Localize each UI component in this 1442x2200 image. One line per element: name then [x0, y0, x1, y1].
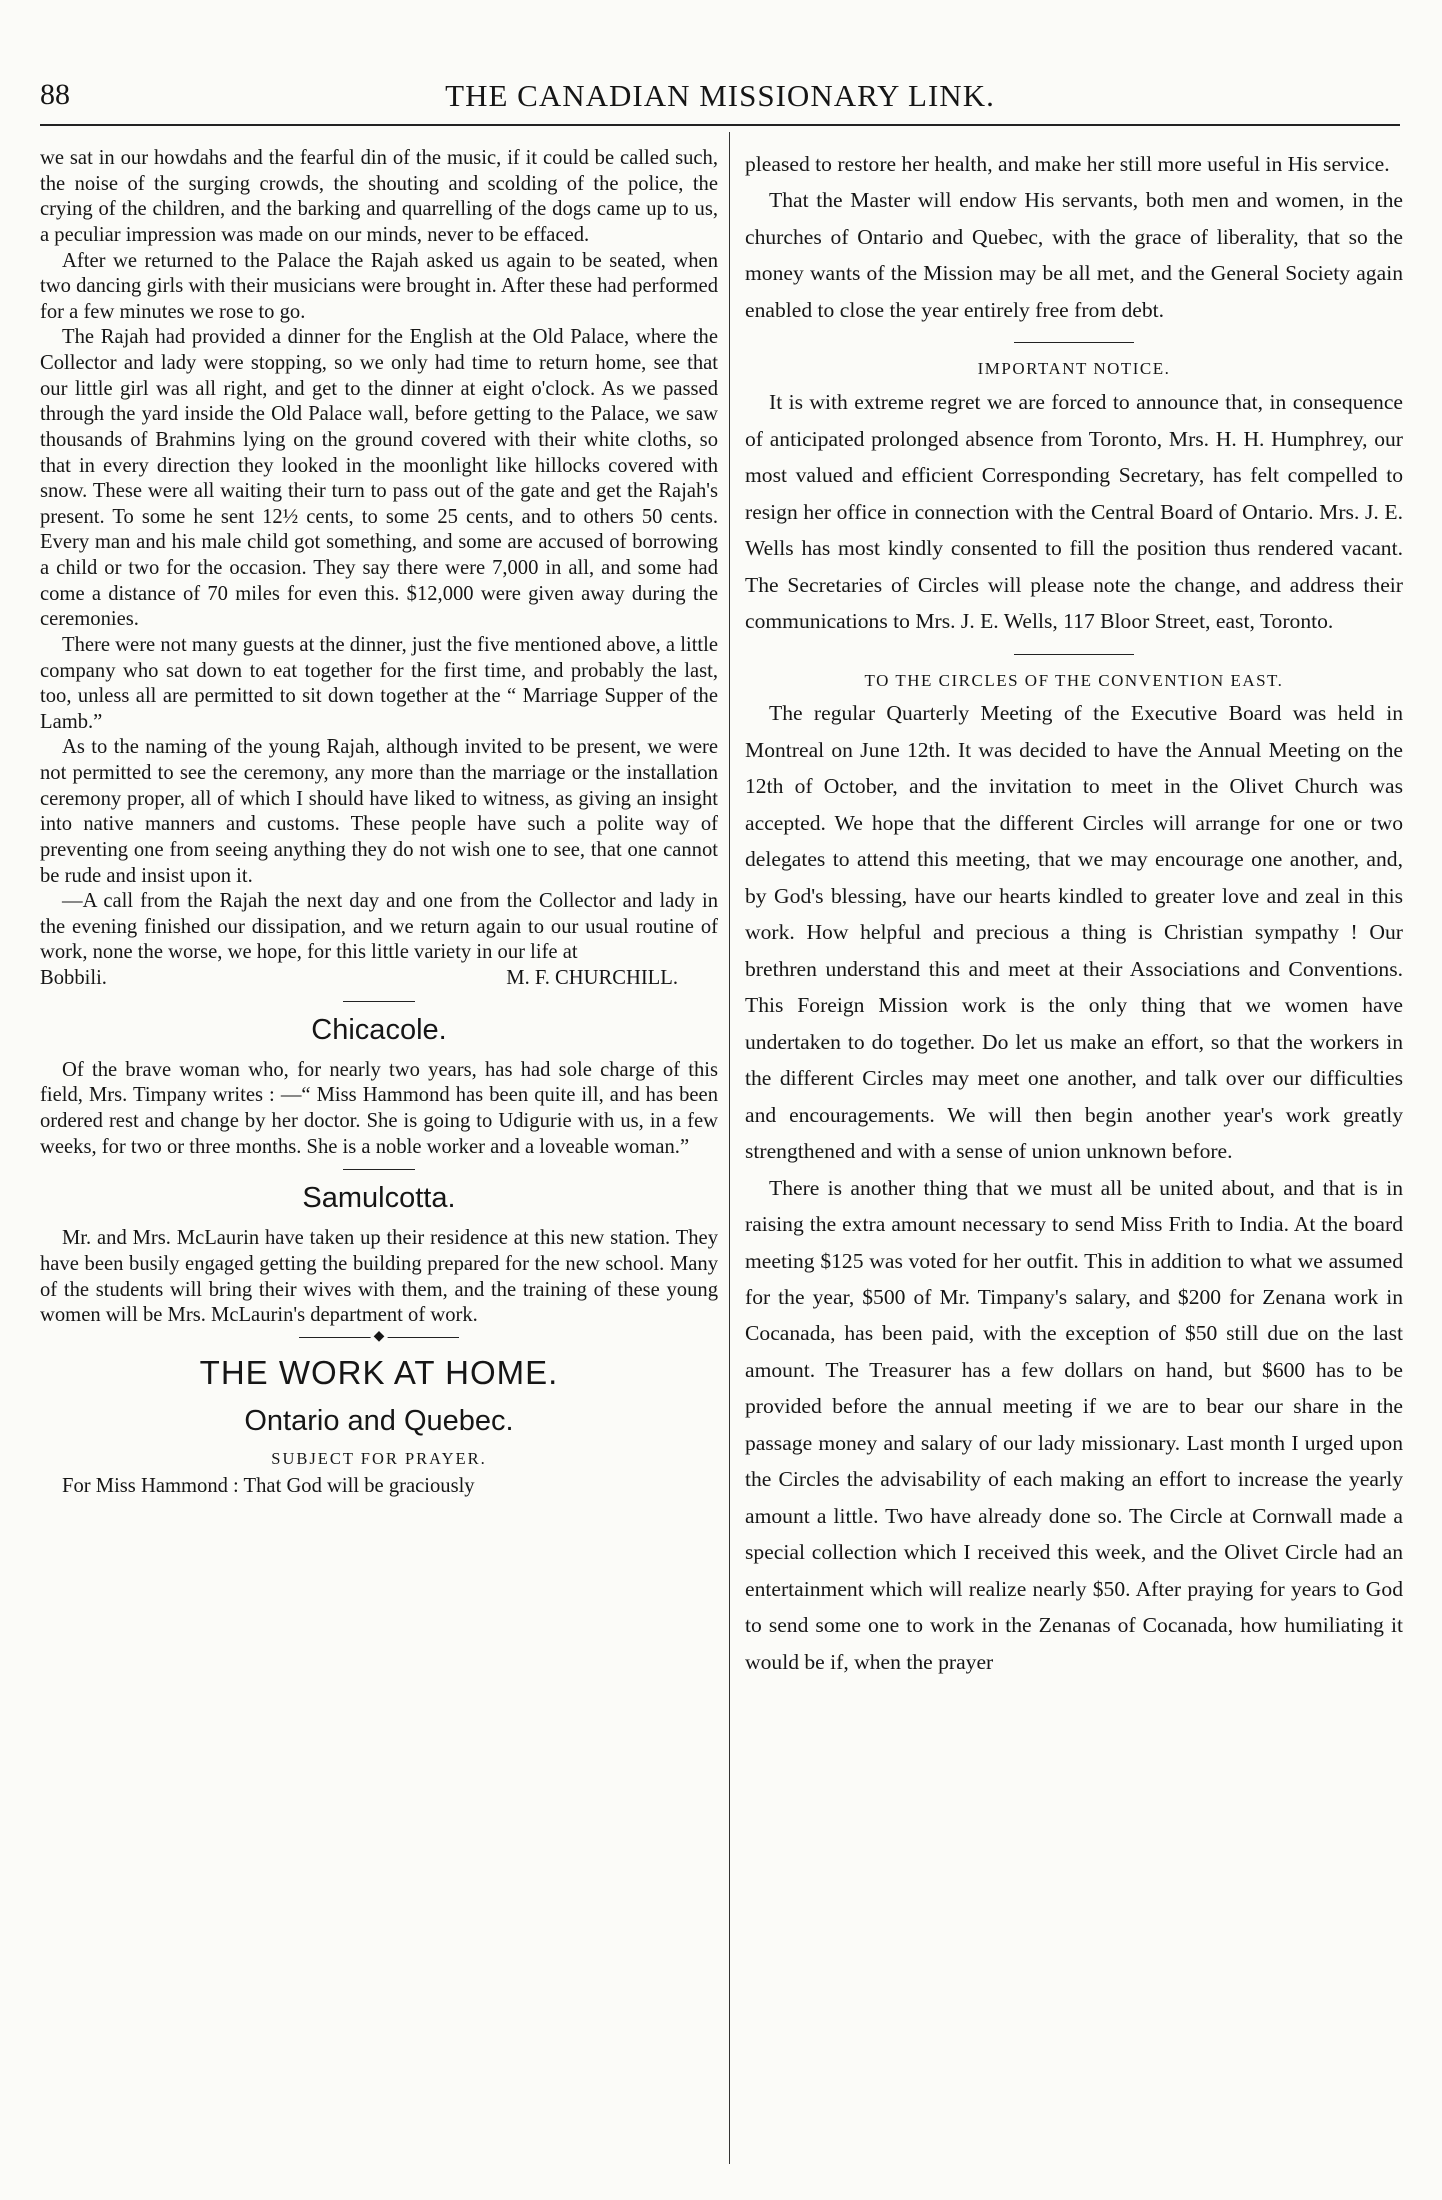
major-heading-work-at-home: THE WORK AT HOME. [199, 1353, 559, 1391]
paragraph: After we returned to the Palace the Rajah asked us again to be seated, when two dancing girls with their musicians were brought in. After these had performed for a few minutes we rose to go. [40, 249, 718, 323]
header-rule [40, 124, 1400, 126]
place-name: Bobbili. [40, 967, 107, 989]
column-divider [729, 132, 730, 2164]
paragraph: —A call from the Rajah the next day and one from the Collector and lady in the evening finished our dissipation, and we return again to our usual routine of work, none the worse, we hope, for this little variety in our life at [40, 890, 718, 964]
right-column [745, 146, 1403, 1680]
paragraph: There is another thing that we must all be united about, and that is in raising the extra amount necessary to send Miss Frith to India. At the board meeting $125 was voted for her outfit. This in addition to what we assumed for the year, $500 of Mr. Timpany's salary, and $200 for Zenana work in Cocanada, has been paid, with the exception of $50 still due on the last amount. The Treasurer has a few dollars on hand, but $600 has to be provided before the annual meeting if we are to bear our share in the passage money and salary of our lady missionary. Last month I urged upon the Circles the advisability of each making an effort to increase the yearly amount a little. Two have already done so. The Circle at Cornwall made a special collection which I received this week, and the Olivet Circle had an entertainment which will realize nearly $50. After praying for years to God to send some one to work in the Zenanas of Cocanada, how humiliating it would be if, when the prayer [745, 1175, 1403, 1674]
paragraph: Mr. and Mrs. McLaurin have taken up their residence at this new station. They have been busily engaged getting the building prepared for the new school. Many of the students will bring their wives with them, and the training of these young women will be Mrs. McLaurin's department of work. [40, 1227, 718, 1327]
paragraph: There were not many guests at the dinner, just the five mentioned above, a little company who sat down to eat together for the first time, and probably the last, too, unless all are permitted to sit down together at the “ Marriage Supper of the Lamb.” [40, 633, 718, 733]
paragraph: The Rajah had provided a dinner for the English at the Old Palace, where the Collector and lady were stopping, so we only had time to return home, see that our little girl was all right, and get to the dinner at eight o'clock. As we passed through the yard inside the Old Palace wall, before getting to the Palace, we saw thousands of Brahmins lying on the ground covered with their white cloths, so that in every direction they looked in the moonlight like hillocks covered with snow. These were all waiting their turn to pass out of the gate and get the Rajah's present. To some he sent 12½ cents, to some 25 cents, and to others 50 cents. Every man and his male child got something, and some are accused of borrowing a child or two for the occasion. They say there were 7,000 in all, and some had come a distance of 70 miles for even this. $12,000 were given away during the ceremonies. [40, 326, 718, 631]
paragraph: For Miss Hammond : That God will be graciously [62, 1474, 475, 1497]
section-divider [1014, 342, 1134, 343]
signature-line [40, 966, 718, 992]
left-column [40, 146, 718, 1499]
section-heading-chicacole: Chicacole. [311, 1013, 447, 1046]
paragraph: That the Master will endow His servants, both men and women, in the churches of Ontario and Quebec, with the grace of liberality, that so the money wants of the Mission may be all met, and the General Society again enabled to close the year entirely free from debt. [745, 188, 1403, 322]
circles-heading: TO THE CIRCLES OF THE CONVENTION EAST. [864, 670, 1284, 690]
section-heading-ontario-quebec: Ontario and Quebec. [244, 1404, 514, 1437]
page-number: 88 [40, 78, 70, 111]
paragraph: The regular Quarterly Meeting of the Executive Board was held in Montreal on June 12th. It was decided to have the Annual Meeting on the 12th of October, and the invitation to meet in the Olivet Church was accepted. We hope that the different Circles will arrange for one or two delegates to attend this meeting, that we may encourage one another, and, by God's blessing, have our hearts kindled to greater love and zeal in this work. How helpful and precious a thing is Christian sympathy ! Our brethren understand this and meet at their Associations and Conventions. This Foreign Mission work is the only thing that we women have undertaken to do together. Do let us make an effort, so that the workers in the different Circles may meet one another, and talk over our difficulties and encouragements. We will then begin another year's work greatly strengthened and with a sense of union unknown before. [745, 701, 1403, 1164]
section-heading-samulcotta: Samulcotta. [302, 1182, 456, 1215]
paragraph: we sat in our howdahs and the fearful din of the music, if it could be called such, the noise of the surging crowds, the shouting and scolding of the police, the crying of the children, and the barking and quarrelling of the dogs came up to us, a peculiar impression was made on our minds, never to be effaced. [40, 147, 718, 246]
paragraph: It is with extreme regret we are forced to announce that, in consequence of anticipated prolonged absence from Toronto, Mrs. H. H. Humphrey, our most valued and efficient Corresponding Secretary, has felt compelled to resign her office in connection with the Central Board of Ontario. Mrs. J. E. Wells has most kindly consented to fill the position thus rendered vacant. The Secretaries of Circles will please note the change, and address their communications to Mrs. J. E. Wells, 117 Bloor Street, east, Toronto. [745, 390, 1403, 634]
prayer-subheading: SUBJECT FOR PRAYER. [271, 1448, 487, 1468]
notice-heading: IMPORTANT NOTICE. [977, 359, 1171, 379]
paragraph: As to the naming of the young Rajah, although invited to be present, we were not permitted to see the ceremony, any more than the marriage or the installation ceremony proper, all of which I should have liked to witness, as giving an insight into native manners and customs. These people have such a polite way of preventing one from seeing anything they do not wish one to see, that one cannot be rude and insist upon it. [40, 736, 718, 887]
ornament-icon: ◆ [371, 1328, 388, 1345]
ornament-divider [299, 1328, 459, 1344]
paragraph: pleased to restore her health, and make her still more useful in His service. [745, 152, 1390, 176]
paragraph: Of the brave woman who, for nearly two years, has had sole charge of this field, Mrs. Timpany writes : —“ Miss Hammond has been quite ill, and has been ordered rest and change by her doctor. She is going to Udigurie with us, in a few weeks, for two or three months. She is a noble worker and a loveable woman.” [40, 1058, 718, 1158]
section-divider [1014, 654, 1134, 655]
author-signature: M. F. CHURCHILL. [506, 967, 678, 989]
running-title: THE CANADIAN MISSIONARY LINK. [445, 78, 995, 113]
section-divider [343, 1169, 415, 1170]
page-header [40, 78, 1400, 124]
section-divider [343, 1001, 415, 1002]
